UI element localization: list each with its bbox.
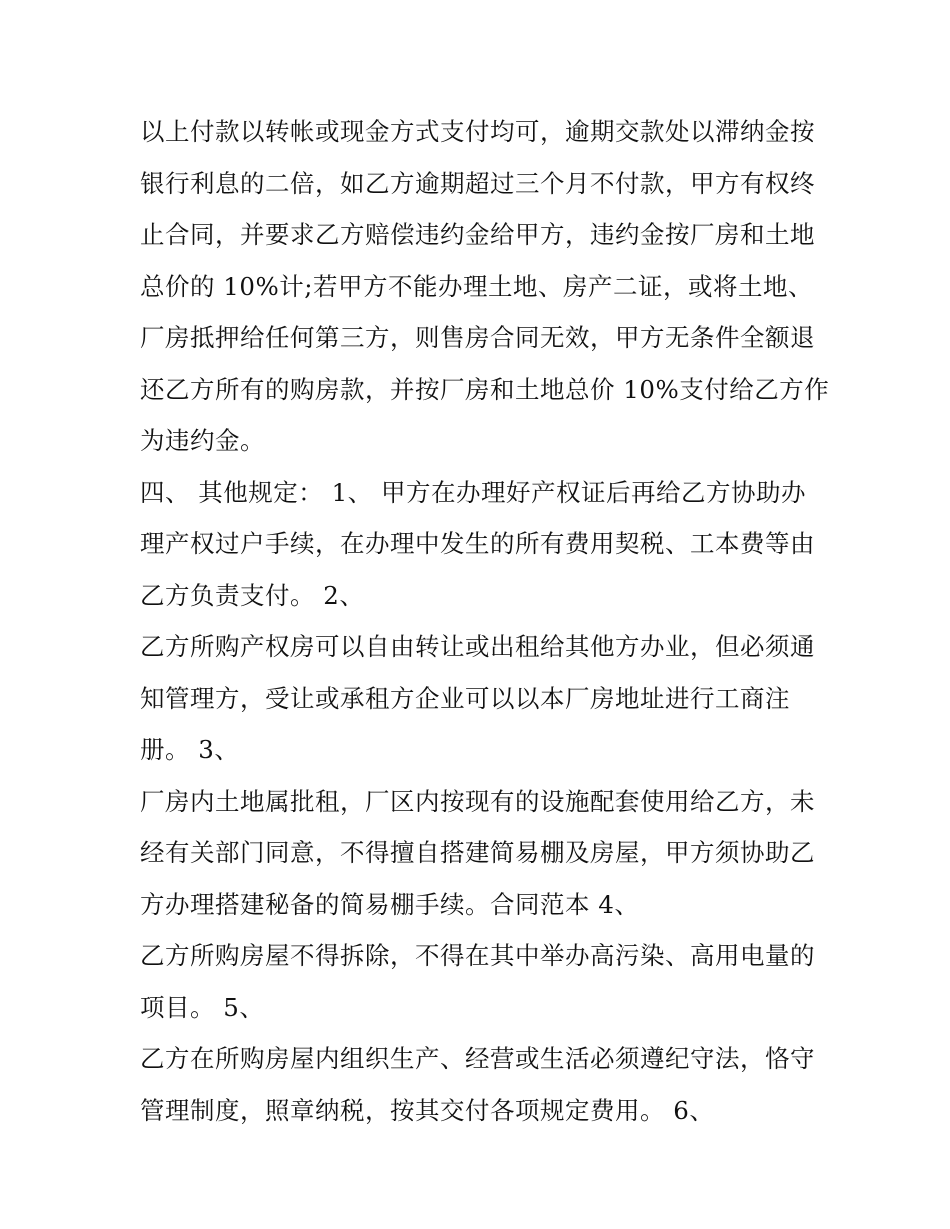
text-line: 项目。 5、	[140, 992, 265, 1022]
text-line: 乙方所购房屋不得拆除，不得在其中举办高污染、高用电量的	[140, 941, 815, 970]
text-line: 经有关部门同意，不得擅自搭建简易棚及房屋，甲方须协助乙	[140, 838, 815, 867]
text-line: 管理制度，照章纳税，按其交付各项规定费用。 6、	[140, 1095, 715, 1125]
text-line: 乙方所购产权房可以自由转让或出租给其他方办业，但必须通	[140, 632, 815, 661]
text-line: 以上付款以转帐或现金方式支付均可，逾期交款处以滞纳金按	[140, 117, 815, 146]
text-line: 方办理搭建秘备的简易棚手续。合同范本 4、	[140, 889, 640, 919]
section-heading-line: 四、 其他规定： 1、 甲方在办理好产权证后再给乙方协助办	[140, 477, 806, 507]
text-line: 厂房抵押给任何第三方，则售房合同无效，甲方无条件全额退	[140, 323, 815, 352]
text-line: 银行利息的二倍，如乙方逾期超过三个月不付款，甲方有权终	[140, 168, 815, 198]
text-line: 厂房内土地属批租，厂区内按现有的设施配套使用给乙方，未	[140, 786, 815, 816]
text-line: 乙方负责支付。 2、	[140, 580, 365, 610]
text-line: 册。 3、	[140, 735, 240, 764]
text-line: 止合同，并要求乙方赔偿违约金给甲方，违约金按厂房和土地	[140, 220, 815, 249]
text-line: 总价的 10%计;若甲方不能办理土地、房产二证，或将土地、	[140, 271, 813, 301]
text-line: 为违约金。	[140, 426, 265, 455]
text-line: 知管理方，受让或承租方企业可以以本厂房地址进行工商注	[140, 683, 790, 713]
text-line: 还乙方所有的购房款，并按厂房和土地总价 10%支付给乙方作	[140, 374, 830, 404]
contract-text-body	[140, 106, 830, 1136]
text-line: 乙方在所购房屋内组织生产、经营或生活必须遵纪守法，恪守	[140, 1044, 815, 1073]
text-line: 理产权过户手续，在办理中发生的所有费用契税、工本费等由	[140, 529, 815, 558]
